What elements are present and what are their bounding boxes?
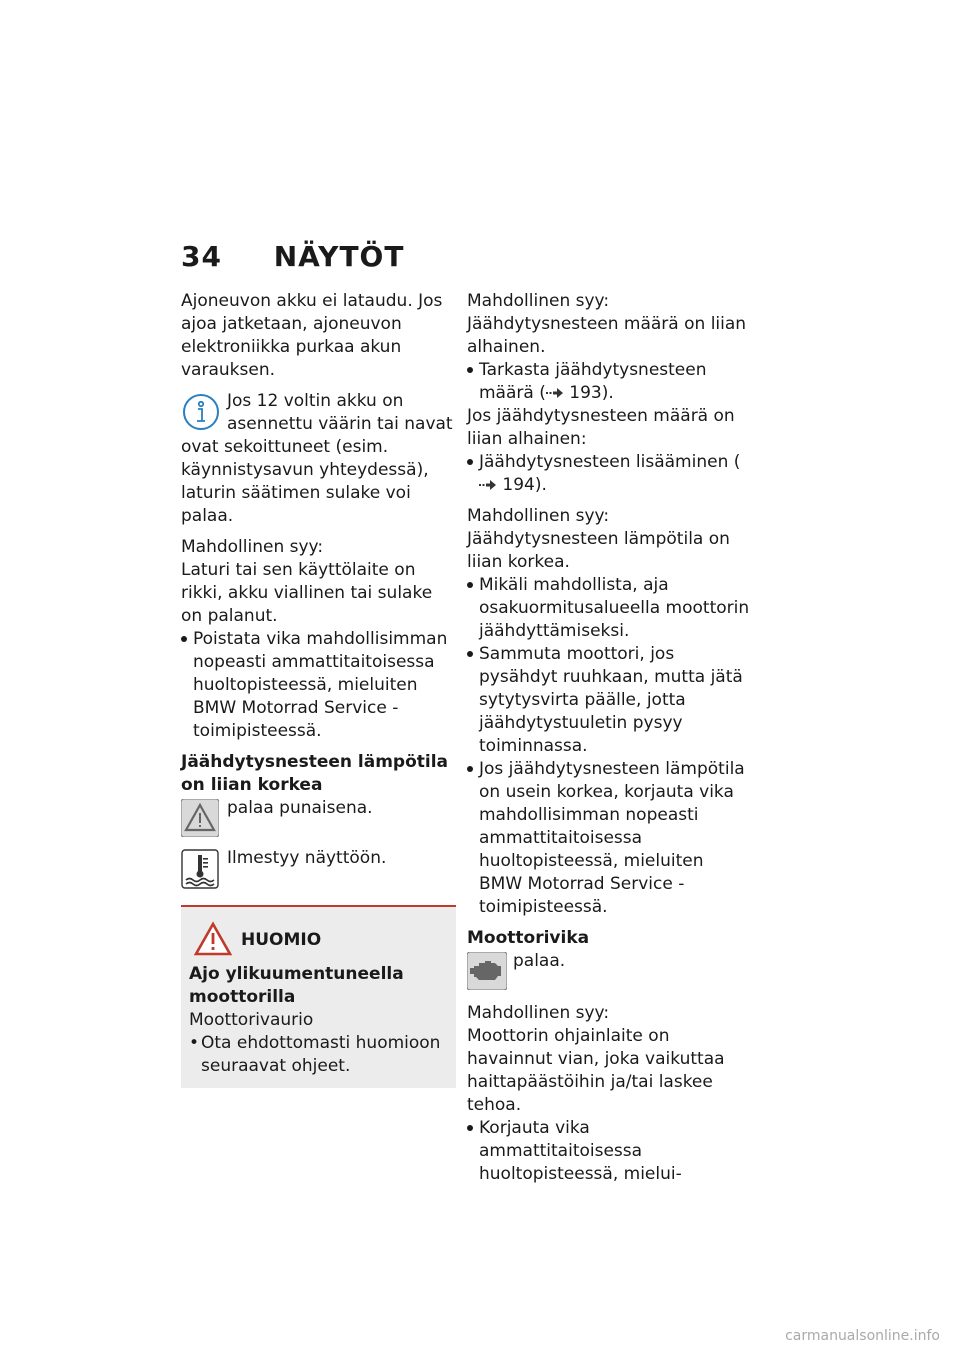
- page-title: NÄYTÖT: [273, 240, 405, 273]
- warning-heading: Ajo ylikuumentuneella moottorilla: [189, 964, 404, 1007]
- action-list: [467, 574, 752, 919]
- intro-paragraph: Ajoneuvon akku ei lataudu. Jos ajoa jatketaan, ajoneuvon elektroniikka purkaa akun varauksen.: [181, 291, 443, 380]
- cause-text: Moottorin ohjainlaite on havainnut vian, joka vaikuttaa haittapäästöihin ja/tai laskee tehoa.: [467, 1026, 725, 1115]
- list-item: Tarkasta jäähdytysnesteen määrä ( 193).: [467, 359, 752, 405]
- action-list: [467, 359, 752, 405]
- list-item: Korjauta vika ammattitaitoisessa huoltopisteessä, mielui-: [467, 1117, 752, 1186]
- caution-icon: [193, 921, 233, 957]
- list-item: Sammuta moottori, jos pysähdyt ruuhkaan, mutta jätä sytytysvirta päälle, jotta jäähdytystuuletin pysyy toiminnassa.: [467, 643, 752, 758]
- list-item: Jäähdytysnesteen lisääminen ( 194).: [467, 451, 752, 497]
- page-number: 34: [181, 240, 222, 273]
- right-column: [467, 290, 752, 1186]
- section-heading-engine-fault: Moottorivika: [467, 928, 590, 948]
- temperature-symbol-row: [181, 847, 456, 891]
- engine-light-text: palaa.: [513, 951, 566, 971]
- info-note: [181, 390, 456, 528]
- warning-subtext: Moottorivaurio: [189, 1010, 314, 1030]
- warning-title: HUOMIO: [241, 930, 322, 950]
- list-item: Jos jäähdytysnesteen lämpötila on usein korkea, korjauta vika mahdollisimman nopeasti ammattitaitoisessa huoltopisteessä, mieluiten BMW Motorrad Service -toimipisteessä.: [467, 758, 752, 919]
- page-reference[interactable]: 193: [569, 383, 602, 403]
- page-reference-arrow-icon: [479, 480, 497, 490]
- coolant-temperature-icon: [181, 849, 219, 889]
- list-item: • Ota ehdottomasti huomioon seuraavat ohjeet.: [189, 1032, 448, 1078]
- cause-label: Mahdollinen syy:: [467, 1003, 610, 1023]
- cause-text: Laturi tai sen käyttölaite on rikki, akku viallinen tai sulake on palanut.: [181, 560, 433, 626]
- cause-label: Mahdollinen syy:: [467, 291, 610, 311]
- warning-box: [181, 905, 456, 1088]
- page-reference-arrow-icon: [546, 388, 564, 398]
- page-reference[interactable]: 194: [502, 475, 535, 495]
- list-item: Mikäli mahdollista, aja osakuormitusalueella moottorin jäähdyttämiseksi.: [467, 574, 752, 643]
- action-list: [181, 628, 456, 743]
- engine-light-row: [467, 950, 752, 994]
- left-column: [181, 290, 456, 1088]
- warning-triangle-icon: [181, 799, 219, 837]
- cause-text: Jäähdytysnesteen lämpötila on liian korkea.: [467, 529, 730, 572]
- engine-icon: [467, 952, 507, 990]
- note-text: Jos 12 voltin akku on asennettu väärin tai navat ovat sekoittuneet (esim. käynnistysavun yhteydessä), laturin säätimen sulake voi palaa.: [181, 391, 453, 526]
- cause-text: Jäähdytysnesteen määrä on liian alhainen.: [467, 314, 747, 357]
- warning-light-text: palaa punaisena.: [227, 798, 373, 818]
- cause-label: Mahdollinen syy:: [181, 537, 324, 557]
- list-item: Poistata vika mahdollisimman nopeasti ammattitaitoisessa huoltopisteessä, mieluiten BMW Motorrad Service -toimipisteessä.: [181, 628, 456, 743]
- cause-label: Mahdollinen syy:: [467, 506, 610, 526]
- warning-list: [189, 1032, 448, 1078]
- info-icon: [181, 392, 221, 432]
- condition-text: Jos jäähdytysnesteen määrä on liian alhainen:: [467, 406, 735, 449]
- action-list: [467, 451, 752, 497]
- section-heading-coolant: Jäähdytysnesteen lämpötila on liian korkea: [181, 752, 449, 795]
- temperature-symbol-text: Ilmestyy näyttöön.: [227, 848, 387, 868]
- warning-light-row: [181, 797, 456, 841]
- action-list: [467, 1117, 752, 1186]
- page-header: [181, 240, 404, 273]
- watermark: carmanualsonline.info: [785, 1328, 940, 1344]
